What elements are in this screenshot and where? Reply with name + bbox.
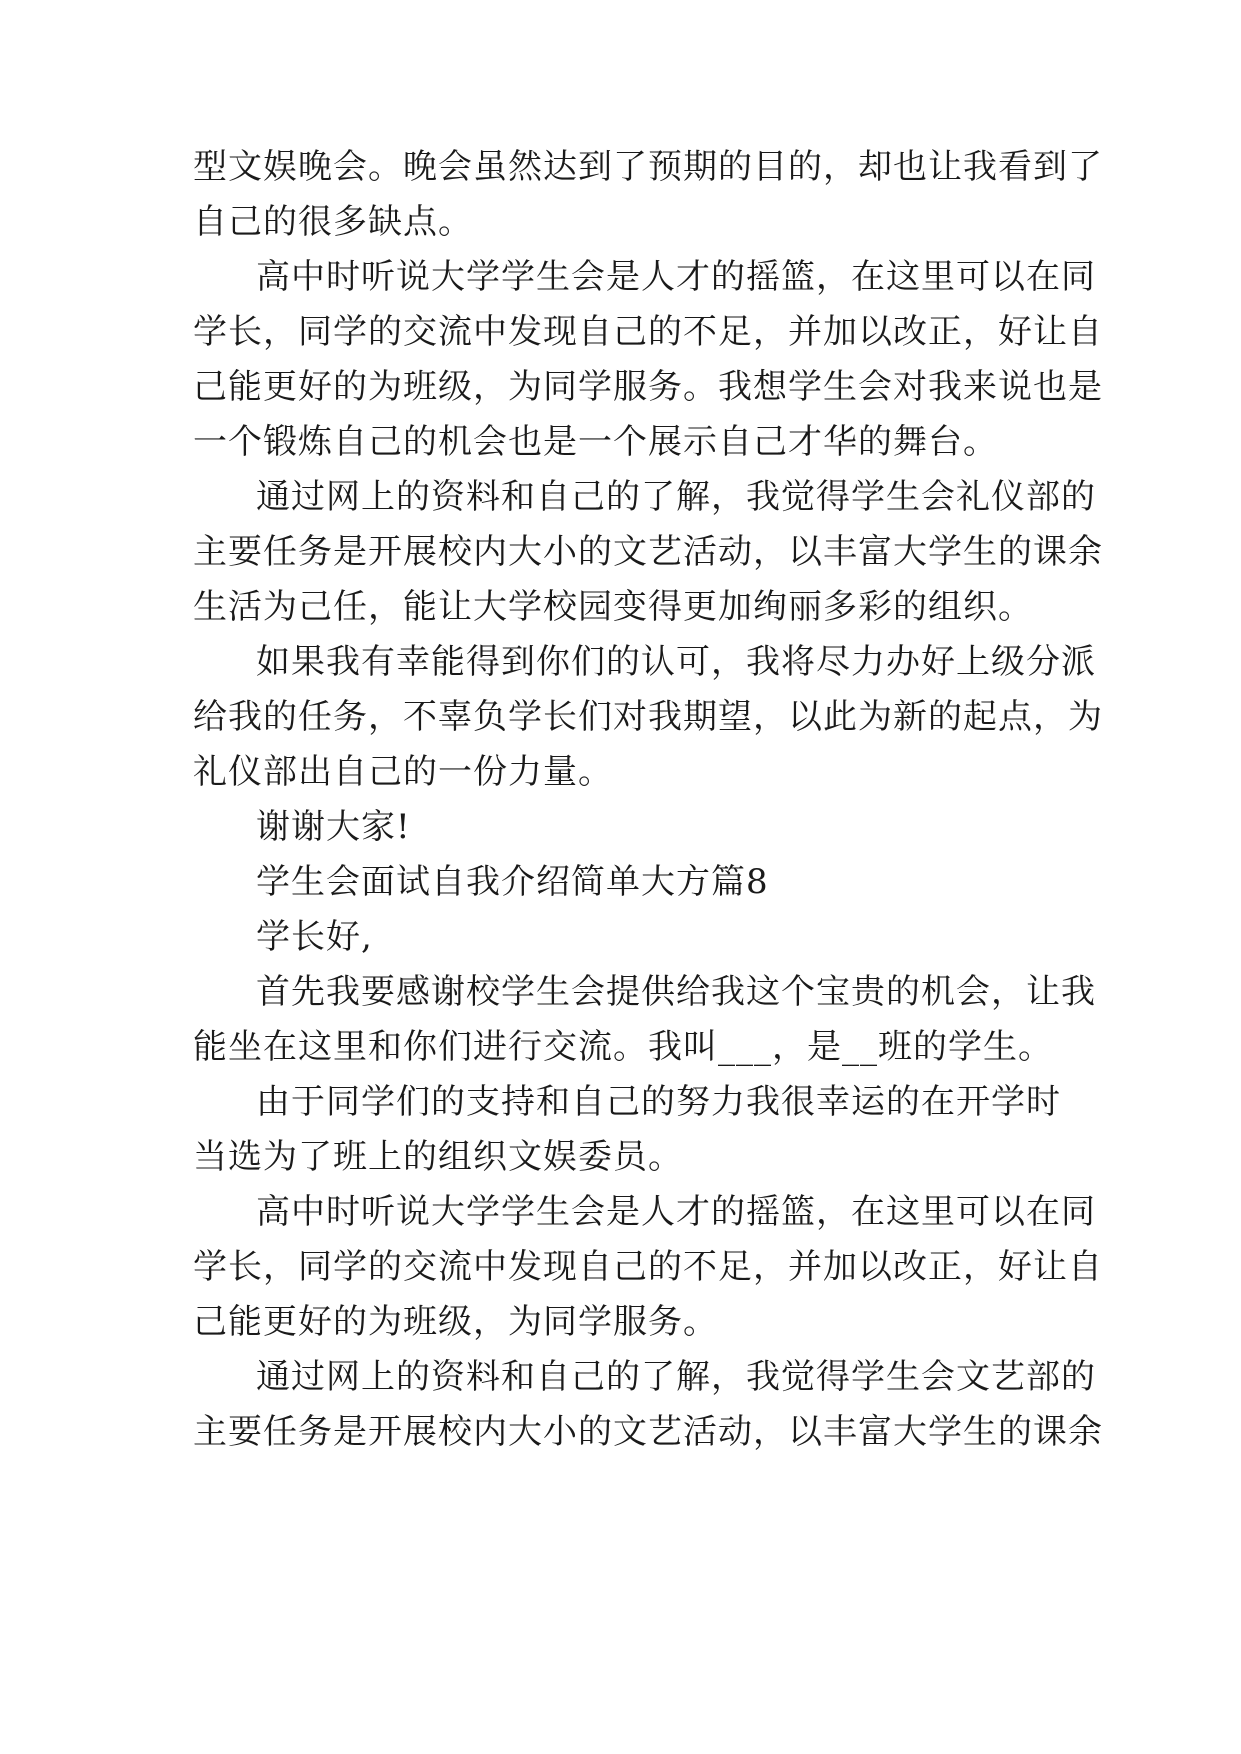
text-line: 如果我有幸能得到你们的认可，我将尽力办好上级分派 <box>256 642 1096 682</box>
text-line: 学长，同学的交流中发现自己的不足，并加以改正，好让自 <box>193 1247 1103 1287</box>
text-line: 自己的很多缺点。 <box>193 202 473 242</box>
text-line: 主要任务是开展校内大小的文艺活动，以丰富大学生的课余 <box>193 532 1103 572</box>
text-line: 己能更好的为班级，为同学服务。 <box>193 1302 718 1342</box>
section-heading: 学生会面试自我介绍简单大方篇8 <box>256 862 769 902</box>
text-line: 能坐在这里和你们进行交流。我叫___，是__班的学生。 <box>193 1027 1053 1067</box>
text-line: 主要任务是开展校内大小的文艺活动，以丰富大学生的课余 <box>193 1412 1103 1452</box>
text-line: 高中时听说大学学生会是人才的摇篮，在这里可以在同 <box>256 257 1096 297</box>
text-line: 学长好, <box>256 917 373 957</box>
text-line: 型文娱晚会。晚会虽然达到了预期的目的，却也让我看到了 <box>193 147 1103 187</box>
text-line: 当选为了班上的组织文娱委员。 <box>193 1137 683 1177</box>
text-line: 通过网上的资料和自己的了解，我觉得学生会文艺部的 <box>256 1357 1096 1397</box>
text-line: 谢谢大家! <box>256 807 411 847</box>
text-line: 一个锻炼自己的机会也是一个展示自己才华的舞台。 <box>193 422 998 462</box>
text-line: 首先我要感谢校学生会提供给我这个宝贵的机会，让我 <box>256 972 1096 1012</box>
text-line: 通过网上的资料和自己的了解，我觉得学生会礼仪部的 <box>256 477 1096 517</box>
text-line: 给我的任务，不辜负学长们对我期望，以此为新的起点，为 <box>193 697 1103 737</box>
text-line: 己能更好的为班级，为同学服务。我想学生会对我来说也是 <box>193 367 1103 407</box>
text-line: 礼仪部出自己的一份力量。 <box>193 752 613 792</box>
text-line: 由于同学们的支持和自己的努力我很幸运的在开学时 <box>256 1082 1061 1122</box>
text-line: 生活为己任，能让大学校园变得更加绚丽多彩的组织。 <box>193 587 1033 627</box>
text-line: 学长，同学的交流中发现自己的不足，并加以改正，好让自 <box>193 312 1103 352</box>
text-line: 高中时听说大学学生会是人才的摇篮，在这里可以在同 <box>256 1192 1096 1232</box>
